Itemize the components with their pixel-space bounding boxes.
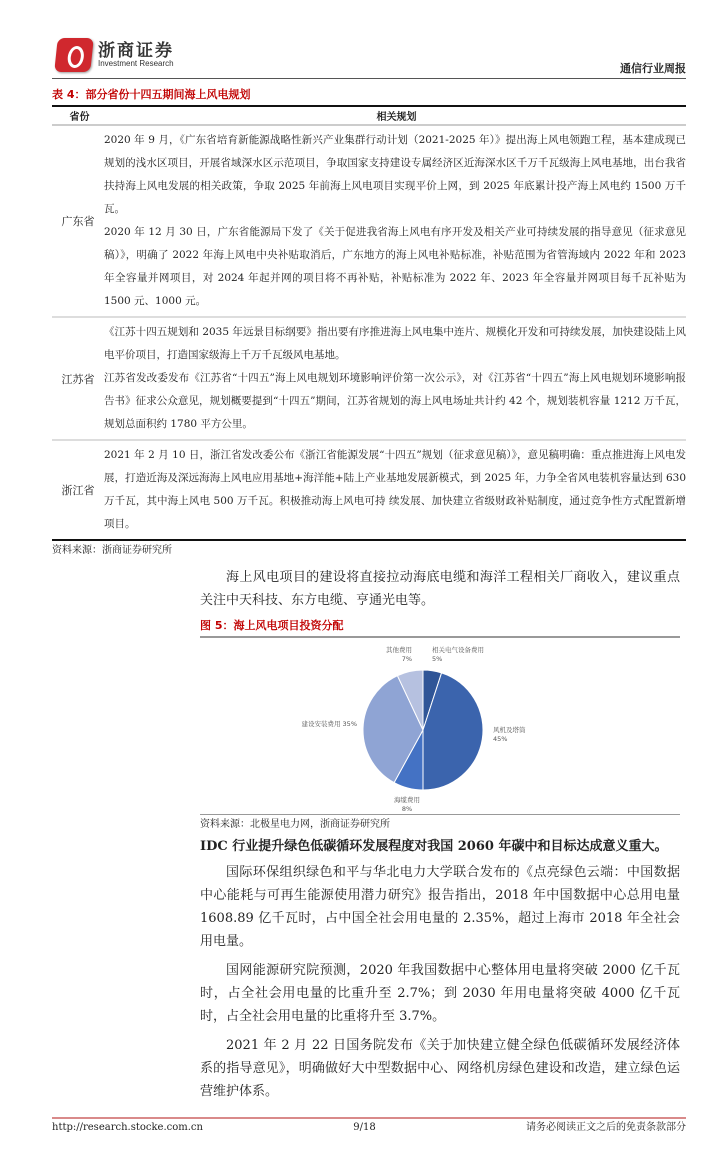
header-plan: 相关规划 — [376, 112, 417, 123]
planning-table — [52, 105, 686, 541]
table-caption: 表 4：部分省份十四五期间海上风电规划 — [52, 88, 251, 101]
province-cell: 江苏省 — [61, 372, 95, 386]
page-number: 9/18 — [353, 1122, 376, 1133]
table-source: 资料来源：浙商证券研究所 — [52, 545, 172, 556]
plan-text: 2020 年 9 月，《广东省培育新能源战略性新兴产业集群行动计划（2021-2025 年）》提出海上风电领跑工程，基本建成现已规划的浅水区项目，开展省域深水区示范项目，争取国家支持建设专属经济区近海深水区千万千瓦级海上风电基地，出台我省扶持海上风电发展的相关政策，争取 2025 年前海上风电项目实现平价上网，到 2025 年底累计投产海上风电约 1500 万千瓦。 — [104, 134, 686, 215]
paragraph: 国际环保组织绿色和平与华北电力大学联合发布的《点亮绿色云端：中国数据中心能耗与可再生能源使用潜力研究》报告指出，2018 年中国数据中心总用电量 1608.89 亿千瓦时，占中国全社会用电量的 2.35%，超过上海市 2018 年全社会用电量。 — [200, 865, 680, 949]
table-header — [52, 107, 686, 126]
table-row — [52, 441, 686, 539]
logo-text-en: Investment Research — [98, 59, 174, 68]
province-cell: 浙江省 — [61, 484, 95, 497]
pie-label-1: 风机及塔筒 45% — [493, 726, 526, 743]
footer-disclaimer: 请务必阅读正文之后的免责条款部分 — [525, 1122, 686, 1133]
section-heading: IDC 行业提升绿色低碳循环发展程度对我国 2060 年碳中和目标达成意义重大。 — [200, 839, 668, 854]
footer-divider — [52, 1117, 686, 1119]
paragraph: 2021 年 2 月 22 日国务院发布《关于加快建立健全绿色低碳循环发展经济体系的指导意见》，明确做好大中型数据中心、网络机房绿色建设和改造，建立绿色运营维护体系。 — [200, 1038, 680, 1099]
pie-label-4: 其他费用 7% — [386, 646, 412, 663]
pie-label-0: 相关电气设备费用 5% — [432, 646, 484, 663]
report-type: 通信行业周报 — [620, 62, 686, 75]
paragraph: 国网能源研究院预测，2020 年我国数据中心整体用电量将突破 2000 亿千瓦时，占全社会用电量的比重升至 2.7%；到 2030 年用电量将突破 4000 亿千瓦时，占全社会用电量的比重将升至 3.7%。 — [200, 963, 680, 1024]
figure-caption: 图 5：海上风电项目投资分配 — [200, 619, 344, 632]
table-row — [52, 126, 686, 318]
figure-source: 资料来源：北极星电力网，浙商证券研究所 — [200, 819, 390, 830]
pie-chart — [200, 636, 680, 815]
plan-text: 《江苏十四五规划和 2035 年远景目标纲要》指出要有序推进海上风电集中连片、规模化开发和可持续发展，加快建设陆上风电平价项目，打造国家级海上千万千瓦级风电基地。 — [104, 326, 686, 361]
pie-label-2: 海缆费用 8% — [394, 796, 420, 813]
table-row — [52, 318, 686, 441]
footer-url[interactable]: http://research.stocke.com.cn — [52, 1122, 203, 1133]
province-cell: 广东省 — [61, 215, 95, 228]
plan-text: 江苏省发改委发布《江苏省“十四五”海上风电规划环境影响评价第一次公示》，对《江苏省“十四五”海上风电规划环境影响报告书》征求公众意见，规划概要提到“十四五”期间，江苏省规划的海上风电场址共计约 42 个，规划装机容量 1212 万千瓦，规划总面积约 1780 平方公里。 — [104, 372, 686, 430]
plan-text: 2021 年 2 月 10 日，浙江省发改委公布《浙江省能源发展“十四五”规划（征求意见稿）》，意见稿明确：重点推进海上风电发展，打造近海及深远海海上风电应用基地+海洋能+陆上产业基地发展新模式，到 2025 年，力争全省风电装机容量达到 630 万千瓦，其中海上风电 500 万千瓦。积极推动海上风电可持 续发展、加快建立省级财政补贴制度，通过竞争性方式配置新增项目。 — [104, 449, 686, 530]
page-footer — [52, 1103, 686, 1135]
header-divider — [52, 78, 686, 79]
pie-label-3: 建设安装费用 35% — [301, 720, 357, 728]
logo-text-cn: 浙商证券 — [98, 41, 174, 61]
page-header — [52, 0, 686, 80]
company-logo-icon — [54, 38, 94, 72]
plan-text: 2020 年 12 月 30 日，广东省能源局下发了《关于促进我省海上风电有序开发及相关产业可持续发展的指导意见（征求意见稿）》，明确了 2022 年海上风电中央补贴取消后，广东地方的海上风电补贴标准，补贴范围为省管海域内 2022 年和 2023 年全容量并网项目，对 2024 年起并网的项目将不再补贴，补贴标准为 2022 年、2023 年全容量并网项目每千瓦补贴为 1500 元、1000 元。 — [104, 226, 686, 307]
header-province: 省份 — [69, 112, 90, 123]
paragraph: 海上风电项目的建设将直接拉动海底电缆和海洋工程相关厂商收入，建议重点关注中天科技、东方电缆、亨通光电等。 — [200, 570, 680, 608]
